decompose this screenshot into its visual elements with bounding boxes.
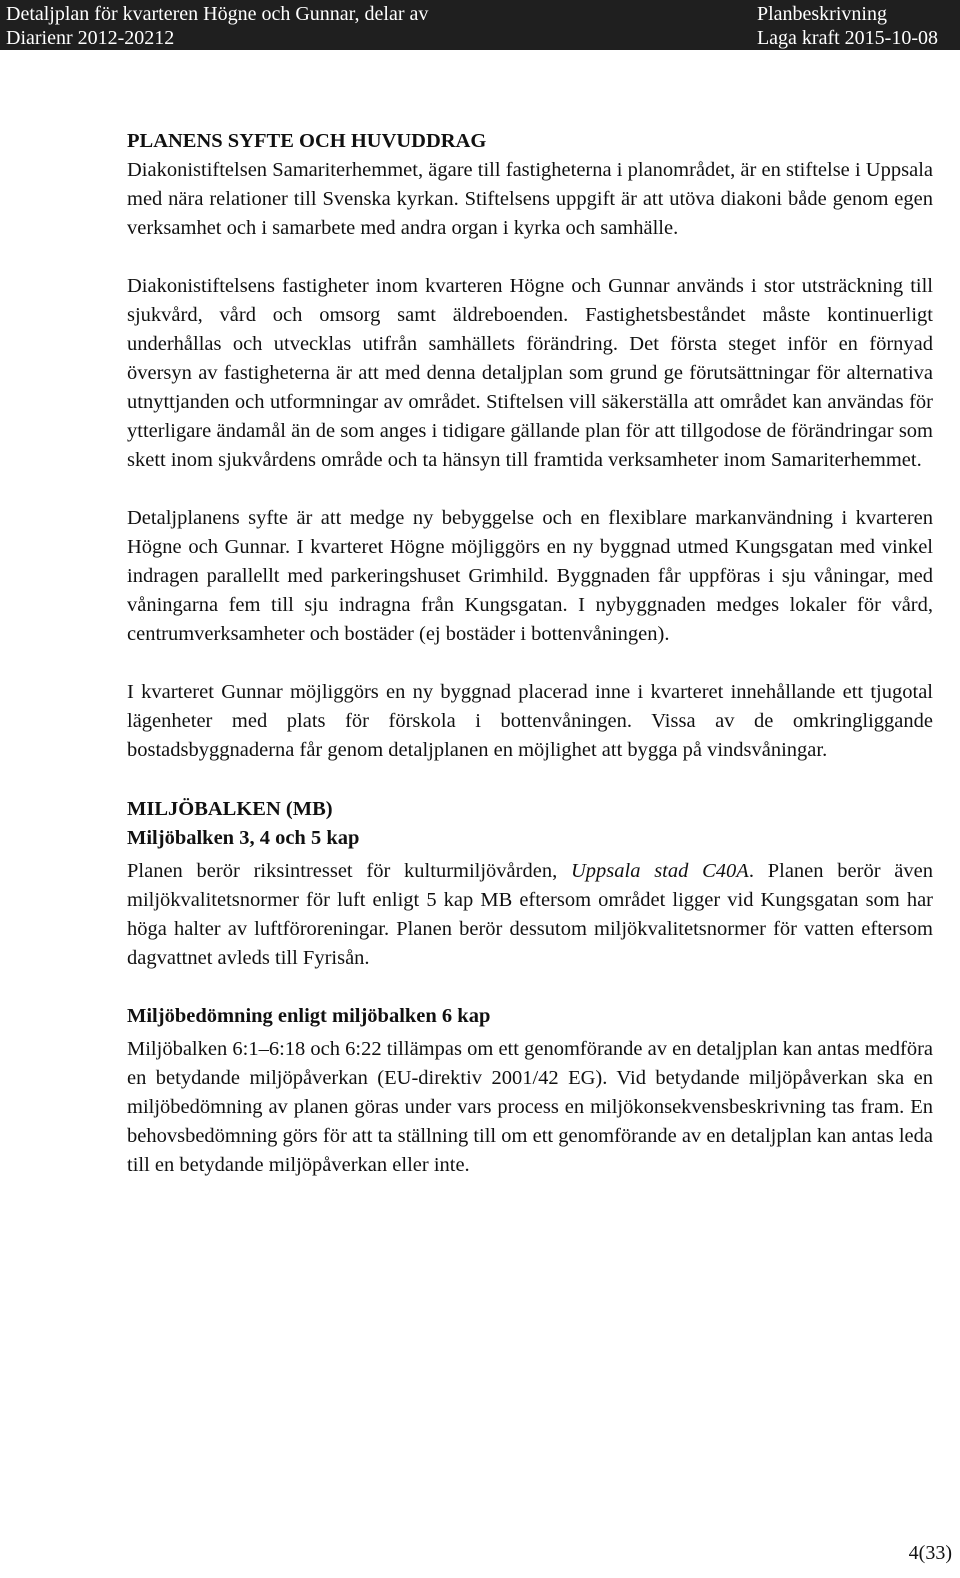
page-header xyxy=(0,0,960,50)
section-heading-environmental-code: MILJÖBALKEN (MB) xyxy=(127,798,333,820)
subheading-chapters-3-4-5: Miljöbalken 3, 4 och 5 kap xyxy=(127,827,360,849)
paragraph-assessment: Miljöbalken 6:1–6:18 och 6:22 tillämpas om ett genomförande av en detaljplan kan antas medföra en betydande miljöpåverkan (EU-direktiv 2001/42 EG). Vid betydande miljöpåverkan ska en miljöbedömning av planen göras under vars process en miljökonsekvensbeskrivning tas fram. En behovsbedömning görs för att ta ställning till om ett genomförande av en detaljplan kan antas leda till en betydande miljöpåverkan eller inte. xyxy=(127,1038,933,1176)
header-left xyxy=(6,2,428,50)
subheading-environmental-assessment: Miljöbedömning enligt miljöbalken 6 kap xyxy=(127,1005,491,1027)
page-number: 4(33) xyxy=(908,1542,952,1564)
paragraph-gunnar: I kvarteret Gunnar möjliggörs en ny byggnad placerad inne i kvarteret innehållande ett tjugotal lägenheter med plats för förskola i bottenvåningen. Vissa av de omkringliggande bostadsbyggnaderna får genom detaljplanen en möjlighet att bygga på vindsvåningar. xyxy=(127,681,933,761)
plan-title: Detaljplan för kvarteren Högne och Gunnar, delar av xyxy=(6,3,429,25)
italic-reference: Uppsala stad C40A xyxy=(570,860,749,882)
section-heading-purpose: PLANENS SYFTE OCH HUVUDDRAG xyxy=(127,130,487,152)
paragraph-plan-purpose: Detaljplanens syfte är att medge ny bebyggelse och en flexiblare markanvändning i kvarteren Högne och Gunnar. I kvarteret Högne möjliggörs en ny byggnad utmed Kungsgatan med vinkel indragen parallellt med parkeringshuset Grimhild. Byggnaden får uppföras i sju våningar, med våningarna fem till sju indragna från Kungsgatan. I nybyggnaden medges lokaler för vård, centrumverksamheter och bostäder (ej bostäder i bottenvåningen). xyxy=(127,507,933,645)
paragraph-properties: Diakonistiftelsens fastigheter inom kvarteren Högne och Gunnar används i stor utsträckning till sjukvård, vård och omsorg samt äldreboenden. Fastighetsbeståndet måste kontinuerligt underhållas och utvecklas utifrån samhällets förändring. Det första steget inför en förnyad översyn av fastigheterna är att med denna detaljplan som grund ge förutsättningar för alternativa utnyttjanden och utformningar av området. Stiftelsen vill säkerställa att området kan användas för ytterligare ändamål än de som anges i tidigare gällande plan för att tillgodose de förändringar som skett inom sjukvårdens område och ta hänsyn till framtida verksamheter inom Samariterhemmet. xyxy=(127,275,933,471)
header-right xyxy=(757,2,938,50)
paragraph-foundation: Diakonistiftelsen Samariterhemmet, ägare till fastigheterna i planområdet, är en stiftelse i Uppsala med nära relationer till Svenska kyrkan. Stiftelsens uppgift är att utöva diakoni både genom egen verksamhet och i samarbete med andra organ i kyrka och samhälle. xyxy=(127,159,933,239)
document-type: Planbeskrivning xyxy=(756,3,887,25)
document-body xyxy=(127,127,933,1180)
paragraph-national-interest: Planen berör riksintresset för kulturmiljövården, Uppsala stad C40A. Planen berör även miljökvalitetsnormer för luft enligt 5 kap MB eftersom området ligger vid Kungsgatan som har höga halter av luftföroreningar. Planen berör dessutom miljökvalitetsnormer för vatten eftersom dagvattnet avleds till Fyrisån. xyxy=(127,860,933,969)
diary-number: Diarienr 2012-20212 xyxy=(6,27,175,49)
legal-date: Laga kraft 2015-10-08 xyxy=(756,27,938,49)
